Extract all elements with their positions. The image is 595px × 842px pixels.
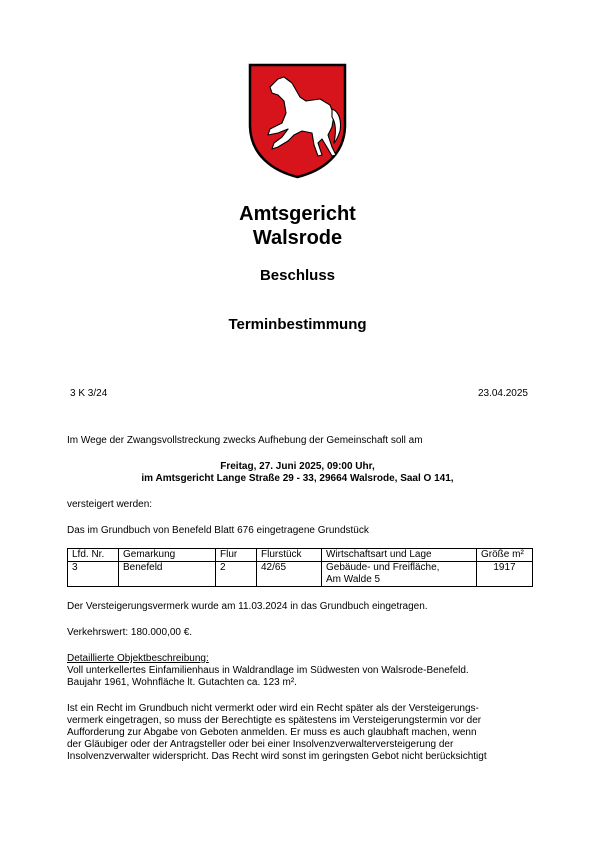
- market-value: Verkehrswert: 180.000,00 €.: [67, 627, 193, 638]
- rights-line: der Gläubiger oder der Antragsteller oder bei einer Insolvenzverwalterversteigerung der: [67, 739, 454, 750]
- document-date: 23.04.2025: [477, 388, 528, 399]
- table-header: Größe m²: [477, 549, 533, 562]
- description-heading: Detaillierte Objektbeschreibung:: [67, 653, 209, 664]
- table-row: [68, 562, 533, 587]
- description-line: Voll unterkellertes Einfamilienhaus in Waldrandlage im Südwesten von Walsrode-Benefeld.: [67, 665, 469, 676]
- table-header-row: [68, 549, 533, 562]
- appointment-location: im Amtsgericht Lange Straße 29 - 33, 29664 Walsrode, Saal O 141,: [141, 473, 454, 484]
- property-address: Am Walde 5: [326, 574, 381, 585]
- registry-line: Das im Grundbuch von Benefeld Blatt 676 eingetragene Grundstück: [67, 525, 369, 536]
- table-header: Wirtschaftsart und Lage: [322, 549, 477, 562]
- table-cell: [322, 562, 477, 587]
- intro-text: Im Wege der Zwangsvollstreckung zwecks Aufhebung der Gemeinschaft soll am: [67, 435, 423, 446]
- table-header: Flur: [216, 549, 257, 562]
- appointment-date: Freitag, 27. Juni 2025, 09:00 Uhr,: [220, 461, 375, 472]
- land-use: Gebäude- und Freifläche,: [326, 562, 440, 573]
- rights-line: Ist ein Recht im Grundbuch nicht vermerkt oder wird ein Recht später als der Versteigerungs-: [67, 703, 479, 714]
- table-cell: 1917: [477, 562, 533, 587]
- table-cell: 42/65: [257, 562, 322, 587]
- table-cell: 2: [216, 562, 257, 587]
- table-header: Flurstück: [257, 549, 322, 562]
- rights-line: vermerk eingetragen, so muss der Berechtigte es spätestens im Versteigerungstermin vor der: [67, 715, 482, 726]
- case-number: 3 K 3/24: [70, 388, 108, 399]
- document-subject: Terminbestimmung: [228, 316, 367, 333]
- coat-of-arms-icon: [248, 63, 347, 179]
- table-header: Gemarkung: [119, 549, 216, 562]
- table-header: Lfd. Nr.: [68, 549, 119, 562]
- table-cell: 3: [68, 562, 119, 587]
- property-table: [67, 548, 533, 587]
- table-cell: Benefeld: [119, 562, 216, 587]
- court-name: Amtsgericht: [239, 203, 356, 225]
- auction-phrase: versteigert werden:: [67, 499, 153, 510]
- rights-line: Insolvenzverwalter widerspricht. Das Recht wird sonst im geringsten Gebot nicht berücksichtigt: [67, 751, 487, 762]
- document-type: Beschluss: [259, 267, 336, 284]
- rights-line: Aufforderung zur Abgabe von Geboten anmelden. Er muss es auch glaubhaft machen, wenn: [67, 727, 477, 738]
- description-line: Baujahr 1961, Wohnfläche lt. Gutachten ca. 123 m².: [67, 677, 297, 688]
- court-location: Walsrode: [252, 227, 343, 249]
- notice-line: Der Versteigerungsvermerk wurde am 11.03.2024 in das Grundbuch eingetragen.: [67, 601, 428, 612]
